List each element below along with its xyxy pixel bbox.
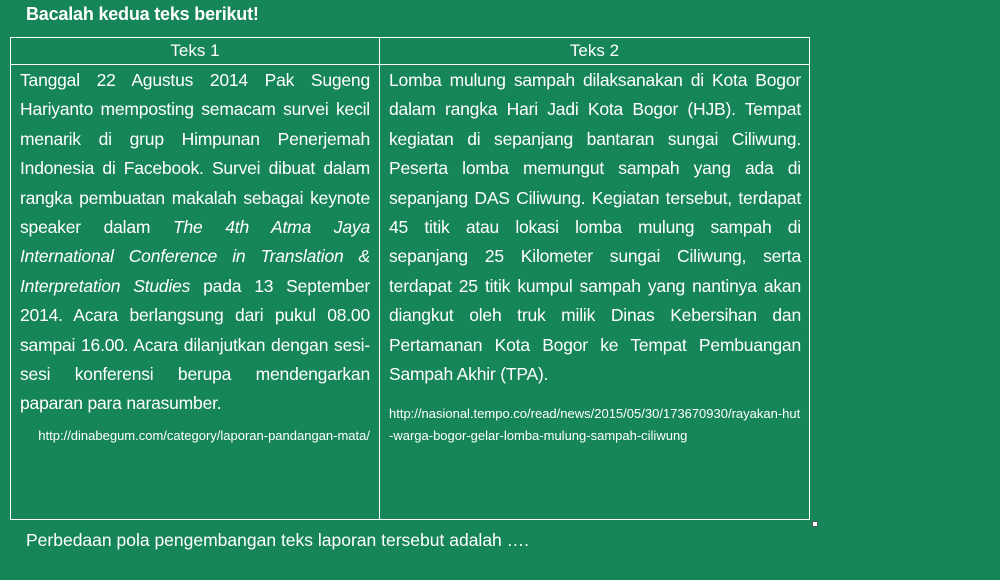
teks-2-cell [389,66,801,447]
question-text: Perbedaan pola pengembangan teks laporan tersebut adalah …. [26,530,530,550]
comparison-table [10,37,810,520]
instruction-heading: Bacalah kedua teks berikut! [26,4,259,24]
teks-2-body: Lomba mulung sampah dilaksanakan di Kota Bogor dalam rangka Hari Jadi Kota Bogor (HJB). Tempat kegiatan di sepanjang bantaran sungai Ciliwung. Peserta lomba memungut sampah yang ada di sepanjang DAS Ciliwung. Kegiatan tersebut, terdapat 45 titik atau lokasi lomba mulung sampah di sepanjang 25 Kilometer sungai Ciliwung, serta terdapat 25 titik kumpul sampah yang nantinya akan diangkut oleh truk milik Dinas Kebersihan dan Pertamanan Kota Bogor ke Tempat Pembuangan Sampah Akhir (TPA). [389,70,801,385]
teks-1-body [20,66,370,419]
teks-1-cell [20,66,370,447]
header-divider [11,64,809,65]
column-divider [379,38,380,519]
teks-1-source-link: http://dinabegum.com/category/laporan-pandangan-mata/ [38,427,370,443]
column-header-teks-2: Teks 2 [569,41,620,60]
teks-1-part-2: pada 13 September 2014. Acara berlangsung dari pukul 08.00 sampai 16.00. Acara dilanjutkan dengan sesi-sesi konferensi berupa mendengarkan paparan para narasumber. [20,275,370,414]
table-resize-handle[interactable] [812,521,818,527]
teks-2-source-link: http://nasional.tempo.co/read/news/2015/05/30/173670930/rayakan-hut-warga-bogor-gelar-lomba-mulung-sampah-ciliwung [389,406,801,444]
column-header-teks-1: Teks 1 [170,41,220,60]
teks-1-part-1: Tanggal 22 Agustus 2014 Pak Sugeng Hariyanto memposting semacam survei kecil menarik di grup Himpunan Penerjemah Indonesia di Facebook. Survei dibuat dalam rangka pembuatan makalah sebagai keynote speaker dalam [20,70,370,238]
teks-1-conference-title: The 4th Atma Jaya International Conference in Translation & Interpretation Studies [20,217,370,296]
